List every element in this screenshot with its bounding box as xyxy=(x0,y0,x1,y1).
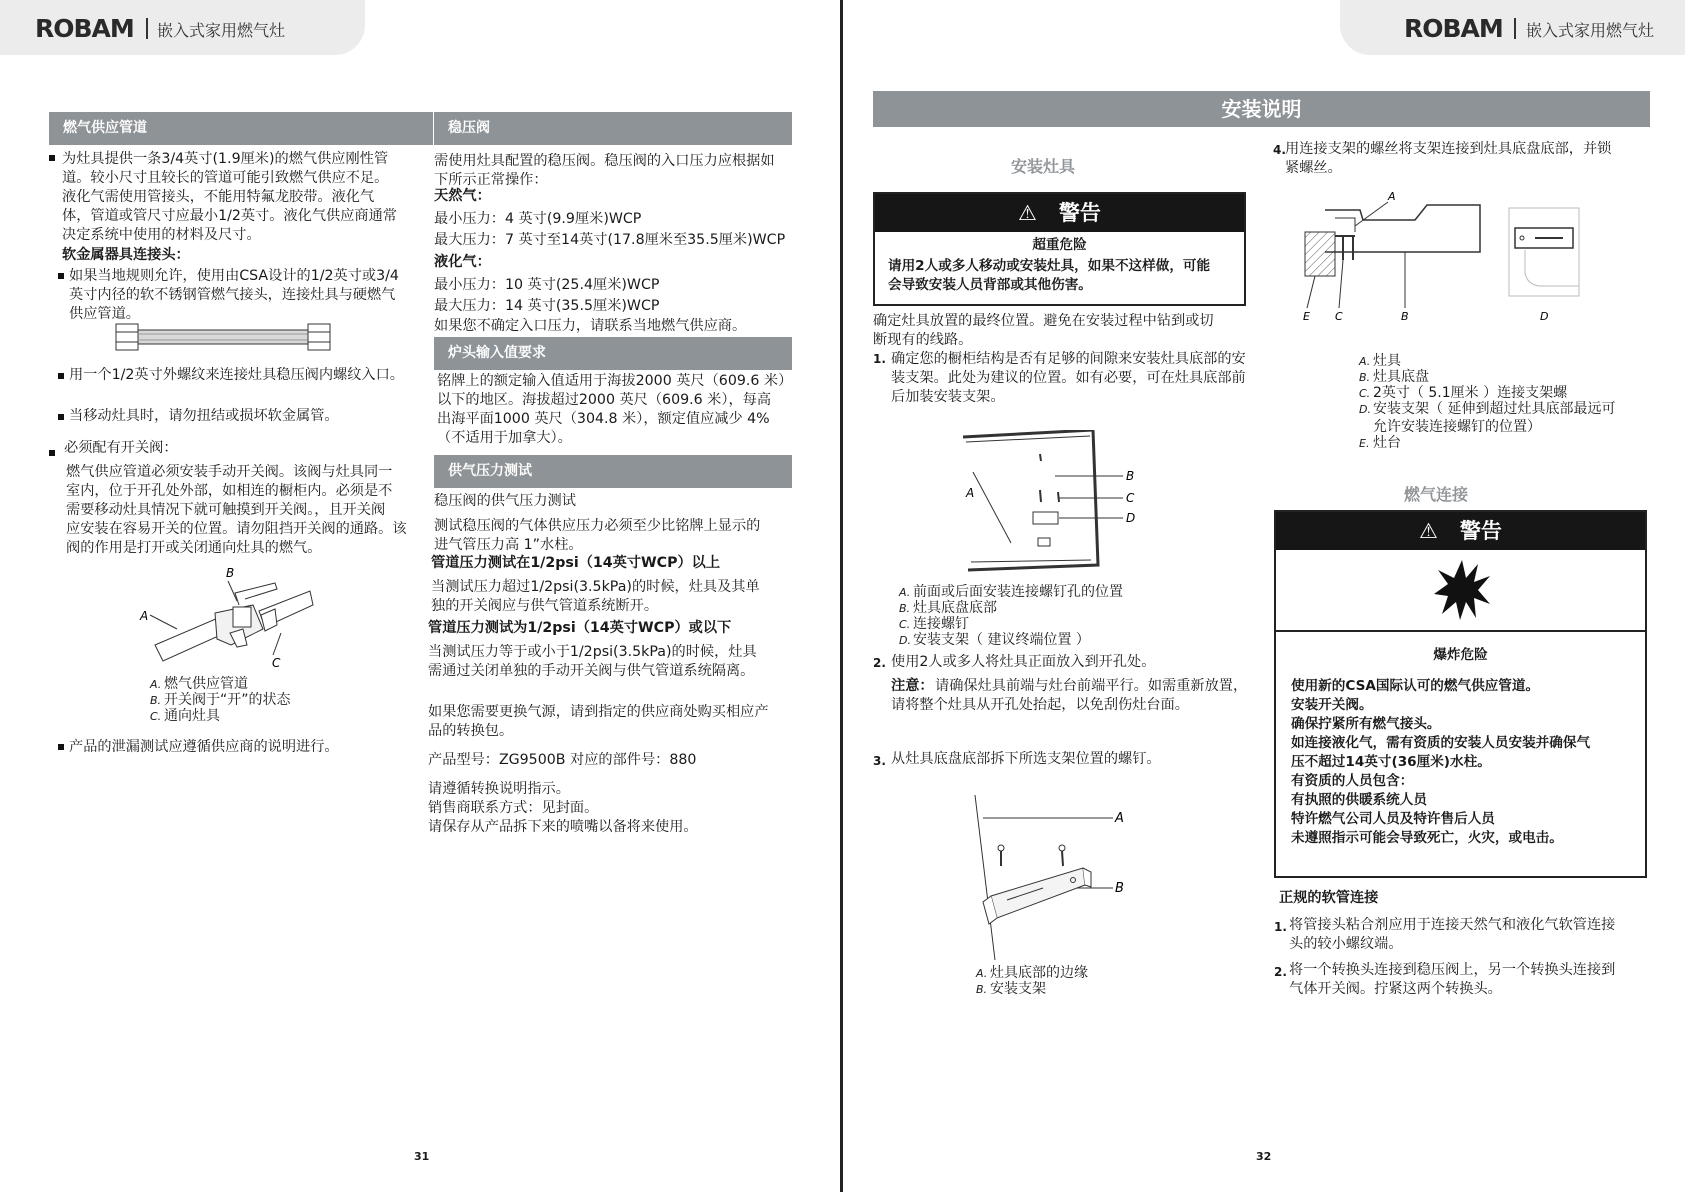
subheading: 液化气： xyxy=(434,254,491,270)
paragraph-line: 为灶具提供一条3/4英寸(1.9厘米)的燃气供应刚性管 xyxy=(62,151,389,167)
step-number: 4. xyxy=(1273,143,1286,157)
figure-label-c: C xyxy=(1335,310,1343,323)
figure-caption: A. 燃气供应管道 xyxy=(150,676,248,692)
paragraph-line: 产品的泄漏测试应遵循供应商的说明进行。 xyxy=(69,739,339,755)
subheading: 管道压力测试在1/2psi（14英寸WCP）以上 xyxy=(431,555,721,571)
paragraph-line: 从灶具底盘底部拆下所选支架位置的螺钉。 xyxy=(891,751,1161,767)
figure-label-d: D xyxy=(1540,310,1549,323)
paragraph-line: 确定灶具放置的最终位置。避免在安装过程中钻到或切 xyxy=(873,313,1214,329)
warning-line: 有资质的人员包含： xyxy=(1291,773,1414,789)
paragraph-line: 用一个1/2英寸外螺纹来连接灶具稳压阀内螺纹入口。 xyxy=(69,367,404,383)
paragraph-line: 最小压力：10 英寸(25.4厘米)WCP xyxy=(434,277,660,293)
page-number: 31 xyxy=(414,1150,430,1163)
bullet-icon xyxy=(58,414,64,420)
paragraph-line: 以下的地区。海拔超过2000 英尺（609.6 米），每高 xyxy=(437,392,772,408)
brand-logo: ROBAM xyxy=(35,14,134,43)
paragraph-line: 紧螺丝。 xyxy=(1285,160,1342,176)
warning-line: 会导致安装人员背部或其他伤害。 xyxy=(888,277,1092,293)
figure-caption: D. 安装支架（ 延伸到超过灶具底部最远可 xyxy=(1359,401,1616,417)
paragraph-line: 当测试压力等于或小于1/2psi(3.5kPa)的时候，灶具 xyxy=(428,644,757,660)
paragraph-line: 需要移动灶具情况下就可触摸到开关阀。，且开关阀 xyxy=(66,502,386,518)
warning-header: ⚠ 警告 xyxy=(1276,512,1645,550)
paragraph-line: 需通过关闭单独的手动开关阀与供气管道系统隔离。 xyxy=(428,663,755,679)
paragraph-line: 英寸内径的软不锈钢管燃气接头，连接灶具与硬燃气 xyxy=(69,287,396,303)
paragraph-line: 出海平面1000 英尺（304.8 米），额定值应减少 4% xyxy=(437,411,770,427)
figure-label-b: B xyxy=(1115,881,1124,896)
figure-caption: C. 通向灶具 xyxy=(150,708,220,724)
warning-head: 超重危险 xyxy=(1032,237,1087,253)
warning-line: 如连接液化气，需有资质的安装人员安装并确保气 xyxy=(1291,735,1591,751)
section-heading: 供气压力测试 xyxy=(434,455,792,488)
figure-caption: B. 灶具底盘底部 xyxy=(899,600,997,616)
warning-line: 请用2人或多人移动或安装灶具，如果不这样做，可能 xyxy=(888,258,1211,274)
warning-box xyxy=(1274,510,1647,878)
figure-label-b: B xyxy=(226,566,235,580)
step-number: 2. xyxy=(1274,965,1287,979)
paragraph-line: 使用2人或多人将灶具正面放入到开孔处。 xyxy=(891,654,1156,670)
bracket-screw-figure xyxy=(973,790,1153,965)
figure-caption: A. 灶具底部的边缘 xyxy=(976,965,1088,981)
brand-logo: ROBAM xyxy=(1404,14,1503,43)
subheading: 正规的软管连接 xyxy=(1279,890,1379,906)
step-number: 1. xyxy=(1274,920,1287,934)
right-page xyxy=(843,0,1685,1192)
paragraph-line: 最大压力：14 英寸(35.5厘米)WCP xyxy=(434,298,660,314)
warning-line: 特许燃气公司人员及特许售后人员 xyxy=(1291,811,1495,827)
paragraph-line: 最大压力：7 英寸至14英寸(17.8厘米至35.5厘米)WCP xyxy=(434,232,786,248)
paragraph-line: 最小压力：4 英寸(9.9厘米)WCP xyxy=(434,211,642,227)
figure-caption: A. 前面或后面安装连接螺钉孔的位置 xyxy=(899,584,1123,600)
subsection-heading: 燃气连接 xyxy=(1404,485,1469,504)
header-title: 嵌入式家用燃气灶 xyxy=(157,21,286,40)
cooktop-underside-figure xyxy=(963,430,1213,575)
paragraph-line: （不适用于加拿大）。 xyxy=(437,430,572,446)
figure-caption: C. 连接螺钉 xyxy=(899,616,969,632)
paragraph-line: 必须配有开关阀： xyxy=(64,440,178,456)
paragraph-line: 进气管压力高 1”水柱。 xyxy=(434,537,583,553)
bullet-icon xyxy=(49,155,55,161)
bullet-icon xyxy=(58,373,64,379)
paragraph-line: 气体开关阀。拧紧这两个转换头。 xyxy=(1289,981,1502,997)
paragraph-line: 用连接支架的螺丝将支架连接到灶具底盘底部，并锁 xyxy=(1285,141,1612,157)
figure-label-e: E xyxy=(1303,310,1310,323)
paragraph-line: 铭牌上的额定输入值适用于海拔2000 英尺（609.6 米） xyxy=(437,373,793,389)
bullet-icon xyxy=(49,450,55,456)
section-title: 安装说明 xyxy=(873,91,1650,127)
paragraph-line: 稳压阀的供气压力测试 xyxy=(434,493,576,509)
warning-box xyxy=(873,192,1246,306)
bullet-icon xyxy=(58,273,64,279)
warning-header: ⚠ 警告 xyxy=(875,194,1244,232)
explosion-panel xyxy=(1276,550,1645,632)
subheading: 天然气： xyxy=(434,188,491,204)
figure-caption: 允许安装连接螺钉的位置） xyxy=(1373,419,1541,435)
left-page xyxy=(0,0,840,1192)
figure-caption: E. 灶台 xyxy=(1359,435,1401,451)
paragraph-line: 液化气需使用管接头，不能用特氟龙胶带。液化气 xyxy=(62,189,375,205)
paragraph-line: 将管接头粘合剂应用于连接天然气和液化气软管连接 xyxy=(1289,917,1616,933)
bullet-icon xyxy=(58,744,64,750)
figure-label-b: B xyxy=(1126,469,1135,483)
figure-label-a: A xyxy=(1388,190,1396,203)
figure-label-c: C xyxy=(272,656,281,670)
shutoff-valve-figure xyxy=(135,563,325,675)
header-separator xyxy=(1514,18,1516,39)
explosion-icon xyxy=(1432,558,1492,622)
paragraph-line: 下所示正常操作： xyxy=(434,172,548,188)
subheading: 软金属器具连接头： xyxy=(62,247,190,263)
warning-line: 未遵照指示可能会导致死亡，火灾，或电击。 xyxy=(1291,830,1563,846)
section-heading: 稳压阀 xyxy=(434,112,792,145)
paragraph-line: 销售商联系方式：见封面。 xyxy=(428,800,599,816)
paragraph-line: 如果您不确定入口压力，请联系当地燃气供应商。 xyxy=(434,318,747,334)
paragraph-line: 请将整个灶具从开孔处抬起，以免刮伤灶台面。 xyxy=(891,697,1189,713)
step-number: 3. xyxy=(873,754,886,768)
step-number: 1. xyxy=(873,352,886,366)
header-separator xyxy=(146,18,148,39)
warning-head: 爆炸危险 xyxy=(1433,647,1488,663)
subheading: 管道压力测试为1/2psi（14英寸WCP）或以下 xyxy=(428,620,732,636)
paragraph-line: 应安装在容易开关的位置。请勿阻挡开关阀的通路。该 xyxy=(66,521,407,537)
paragraph-line: 请确保灶具前端与灶台前端平行。如需重新放置， xyxy=(935,678,1248,694)
paragraph-line: 将一个转换头连接到稳压阀上，另一个转换头连接到 xyxy=(1289,962,1616,978)
header-title: 嵌入式家用燃气灶 xyxy=(1526,21,1655,40)
figure-caption: A. 灶具 xyxy=(1359,353,1401,369)
paragraph-line: 体，管道或管尺寸应最小1/2英寸。液化气供应商通常 xyxy=(62,208,397,224)
paragraph-line: 室内，位于开孔处外部，如相连的橱柜内。必须是不 xyxy=(66,483,393,499)
section-heading: 炉头输入值要求 xyxy=(434,337,792,370)
paragraph-line: 阀的作用是打开或关闭通向灶具的燃气。 xyxy=(66,540,322,556)
warning-icon: ⚠ xyxy=(1018,201,1037,225)
figure-label-c: C xyxy=(1126,491,1135,505)
paragraph-line: 品的转换包。 xyxy=(428,723,514,739)
paragraph-line: 测试稳压阀的气体供应压力必须至少比铭牌上显示的 xyxy=(434,518,761,534)
paragraph-line: 决定系统中使用的材料及尺寸。 xyxy=(62,227,261,243)
figure-label-a: A xyxy=(140,609,149,623)
paragraph-line: 确定您的橱柜结构是否有足够的间隙来安装灶具底部的安 xyxy=(891,351,1246,367)
figure-label-a: A xyxy=(966,486,975,500)
figure-caption: D. 安装支架（ 建议终端位置 ） xyxy=(899,632,1090,648)
warning-icon: ⚠ xyxy=(1419,519,1438,543)
figure-label-a: A xyxy=(1115,811,1124,826)
paragraph-line: 断现有的线路。 xyxy=(873,332,973,348)
warning-line: 有执照的供暖系统人员 xyxy=(1291,792,1427,808)
paragraph-line: 需使用灶具配置的稳压阀。稳压阀的入口压力应根据如 xyxy=(434,153,775,169)
figure-label-b: B xyxy=(1401,310,1409,323)
paragraph-line: 装支架。此处为建议的位置。如有必要，可在灶具底部前 xyxy=(891,370,1246,386)
paragraph-line: 当测试压力超过1/2psi(3.5kPa)的时候，灶具及其单 xyxy=(431,579,760,595)
paragraph-line: 请遵循转换说明指示。 xyxy=(428,781,570,797)
paragraph-line: 当移动灶具时，请勿扭结或损坏软金属管。 xyxy=(69,408,339,424)
subsection-heading: 安装灶具 xyxy=(1011,157,1076,176)
paragraph-line: 请保存从产品拆下来的喷嘴以备将来使用。 xyxy=(428,819,698,835)
step-number: 2. xyxy=(873,656,886,670)
paragraph-line: 如果您需要更换气源，请到指定的供应商处购买相应产 xyxy=(428,704,769,720)
paragraph-line: 燃气供应管道必须安装手动开关阀。该阀与灶具同一 xyxy=(66,464,393,480)
paragraph-line: 产品型号：ZG9500B 对应的部件号：880 xyxy=(428,752,697,768)
section-heading: 燃气供应管道 xyxy=(49,112,433,145)
warning-line: 确保拧紧所有燃气接头。 xyxy=(1291,716,1441,732)
paragraph-line: 供应管道。 xyxy=(69,306,140,322)
warning-line: 安装开关阀。 xyxy=(1291,697,1373,713)
paragraph-line: 如果当地规则允许，使用由CSA设计的1/2英寸或3/4 xyxy=(69,268,399,284)
figure-label-d: D xyxy=(1126,511,1136,525)
figure-caption: B. 开关阀于“开”的状态 xyxy=(150,692,291,708)
paragraph-line: 独的开关阀应与供气管道系统断开。 xyxy=(431,598,659,614)
figure-caption: C. 2英寸（ 5.1厘米 ）连接支架螺 xyxy=(1359,385,1568,401)
paragraph-line: 道。较小尺寸且较长的管道可能引致燃气供应不足。 xyxy=(62,170,389,186)
note-label: 注意： xyxy=(891,678,934,694)
page-number: 32 xyxy=(1256,1150,1272,1163)
paragraph-line: 后加装安装支架。 xyxy=(891,389,1005,405)
figure-caption: B. 灶具底盘 xyxy=(1359,369,1429,385)
warning-line: 压不超过14英寸(36厘米)水柱。 xyxy=(1291,754,1491,770)
bracket-install-figure xyxy=(1295,188,1585,324)
warning-line: 使用新的CSA国际认可的燃气供应管道。 xyxy=(1291,678,1540,694)
flex-connector-figure xyxy=(115,320,340,354)
paragraph-line: 头的较小螺纹端。 xyxy=(1289,936,1403,952)
figure-caption: B. 安装支架 xyxy=(976,981,1046,997)
